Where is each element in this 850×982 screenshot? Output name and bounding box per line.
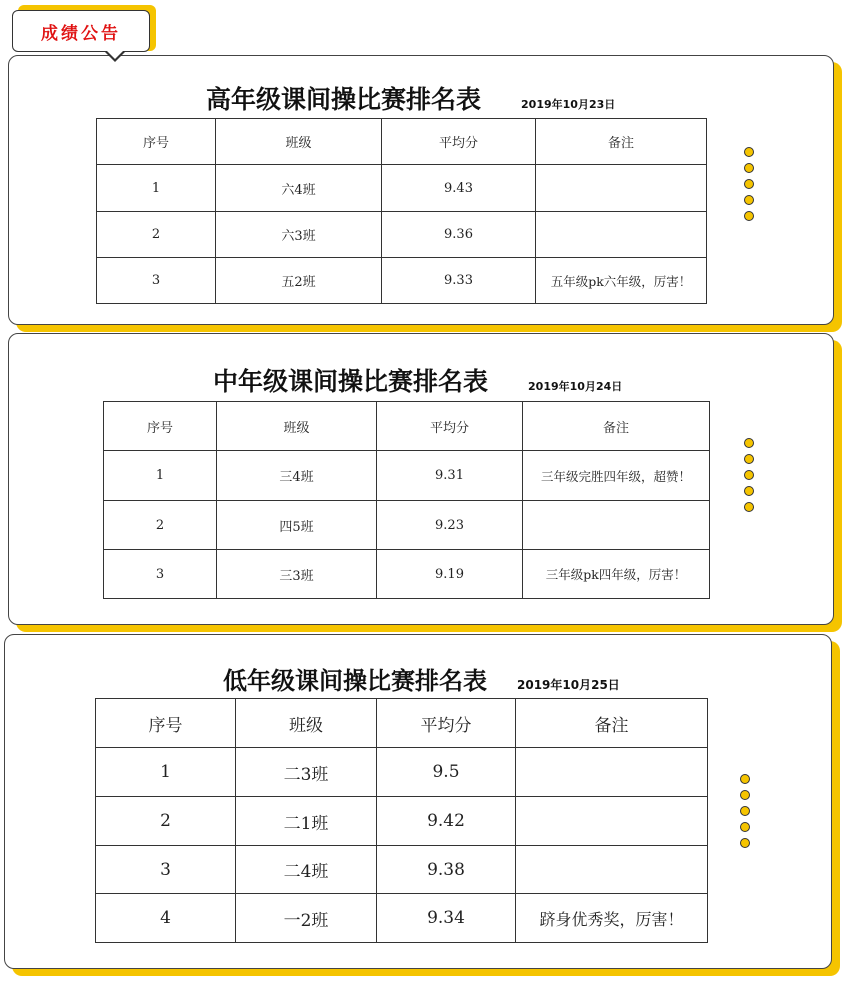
ranking-table-senior (96, 118, 707, 304)
rank-cell: 3 (97, 258, 216, 304)
panel-middle (8, 333, 834, 625)
decorative-dots (744, 438, 754, 512)
rank-cell: 3 (104, 550, 217, 599)
panel-title-row (223, 661, 620, 696)
note-cell (536, 165, 707, 212)
dot-icon (744, 502, 754, 512)
dot-icon (744, 179, 754, 189)
table-header-row (96, 699, 708, 748)
panel-date: 2019年10月25日 (517, 678, 620, 692)
dot-icon (744, 454, 754, 464)
panel-title-row (206, 80, 615, 116)
table-row (96, 846, 708, 894)
table-row (104, 550, 710, 599)
class-cell: 六3班 (216, 212, 382, 258)
note-cell: 三年级pk四年级，厉害！ (523, 550, 710, 599)
column-header-rank: 序号 (104, 402, 217, 451)
dot-icon (744, 163, 754, 173)
note-cell: 三年级完胜四年级，超赞！ (523, 451, 710, 501)
column-header-note: 备注 (536, 119, 707, 165)
dot-icon (740, 822, 750, 832)
note-cell (516, 846, 708, 894)
rank-cell: 2 (96, 797, 236, 846)
dot-icon (740, 806, 750, 816)
class-cell: 二1班 (236, 797, 377, 846)
score-cell: 9.33 (382, 258, 536, 304)
class-cell: 三3班 (217, 550, 377, 599)
dot-icon (740, 790, 750, 800)
decorative-dots (740, 774, 750, 848)
score-cell: 9.31 (377, 451, 523, 501)
column-header-score: 平均分 (382, 119, 536, 165)
decorative-dots (744, 147, 754, 221)
score-cell: 9.23 (377, 501, 523, 550)
note-cell (516, 797, 708, 846)
panel-junior (4, 634, 832, 969)
table-row (96, 748, 708, 797)
column-header-score: 平均分 (377, 699, 516, 748)
table-row (104, 501, 710, 550)
score-cell: 9.19 (377, 550, 523, 599)
ranking-table-middle (103, 401, 710, 599)
table-header-row (97, 119, 707, 165)
dot-icon (744, 470, 754, 480)
rank-cell: 4 (96, 894, 236, 943)
class-cell: 四5班 (217, 501, 377, 550)
dot-icon (744, 438, 754, 448)
dot-icon (740, 774, 750, 784)
ranking-table-junior (95, 698, 708, 943)
dot-icon (744, 211, 754, 221)
rank-cell: 2 (97, 212, 216, 258)
panel-title: 低年级课间操比赛排名表 (223, 666, 487, 695)
note-cell: 跻身优秀奖，厉害！ (516, 894, 708, 943)
class-cell: 三4班 (217, 451, 377, 501)
panel-title: 中年级课间操比赛排名表 (213, 367, 489, 396)
header-tag-pointer-fill (106, 50, 124, 59)
column-header-note: 备注 (523, 402, 710, 451)
rank-cell: 2 (104, 501, 217, 550)
rank-cell: 3 (96, 846, 236, 894)
rank-cell: 1 (97, 165, 216, 212)
note-cell (536, 212, 707, 258)
table-row (97, 212, 707, 258)
header-tag (12, 10, 150, 52)
column-header-rank: 序号 (96, 699, 236, 748)
table-row (97, 165, 707, 212)
column-header-note: 备注 (516, 699, 708, 748)
rank-cell: 1 (104, 451, 217, 501)
class-cell: 六4班 (216, 165, 382, 212)
column-header-score: 平均分 (377, 402, 523, 451)
class-cell: 二3班 (236, 748, 377, 797)
panel-title-row (213, 362, 622, 398)
panel-senior (8, 55, 834, 325)
dot-icon (744, 195, 754, 205)
dot-icon (740, 838, 750, 848)
table-row (96, 894, 708, 943)
class-cell: 一2班 (236, 894, 377, 943)
note-cell: 五年级pk六年级，厉害！ (536, 258, 707, 304)
note-cell (523, 501, 710, 550)
note-cell (516, 748, 708, 797)
dot-icon (744, 486, 754, 496)
score-cell: 9.43 (382, 165, 536, 212)
score-cell: 9.42 (377, 797, 516, 846)
column-header-rank: 序号 (97, 119, 216, 165)
rank-cell: 1 (96, 748, 236, 797)
score-cell: 9.38 (377, 846, 516, 894)
table-header-row (104, 402, 710, 451)
column-header-class: 班级 (216, 119, 382, 165)
table-row (96, 797, 708, 846)
panel-date: 2019年10月23日 (521, 98, 616, 111)
class-cell: 二4班 (236, 846, 377, 894)
panel-title: 高年级课间操比赛排名表 (206, 85, 482, 114)
dot-icon (744, 147, 754, 157)
score-cell: 9.5 (377, 748, 516, 797)
score-cell: 9.34 (377, 894, 516, 943)
score-cell: 9.36 (382, 212, 536, 258)
column-header-class: 班级 (236, 699, 377, 748)
column-header-class: 班级 (217, 402, 377, 451)
table-row (97, 258, 707, 304)
class-cell: 五2班 (216, 258, 382, 304)
header-tag-label: 成绩公告 (41, 23, 121, 44)
panel-date: 2019年10月24日 (528, 380, 623, 393)
table-row (104, 451, 710, 501)
